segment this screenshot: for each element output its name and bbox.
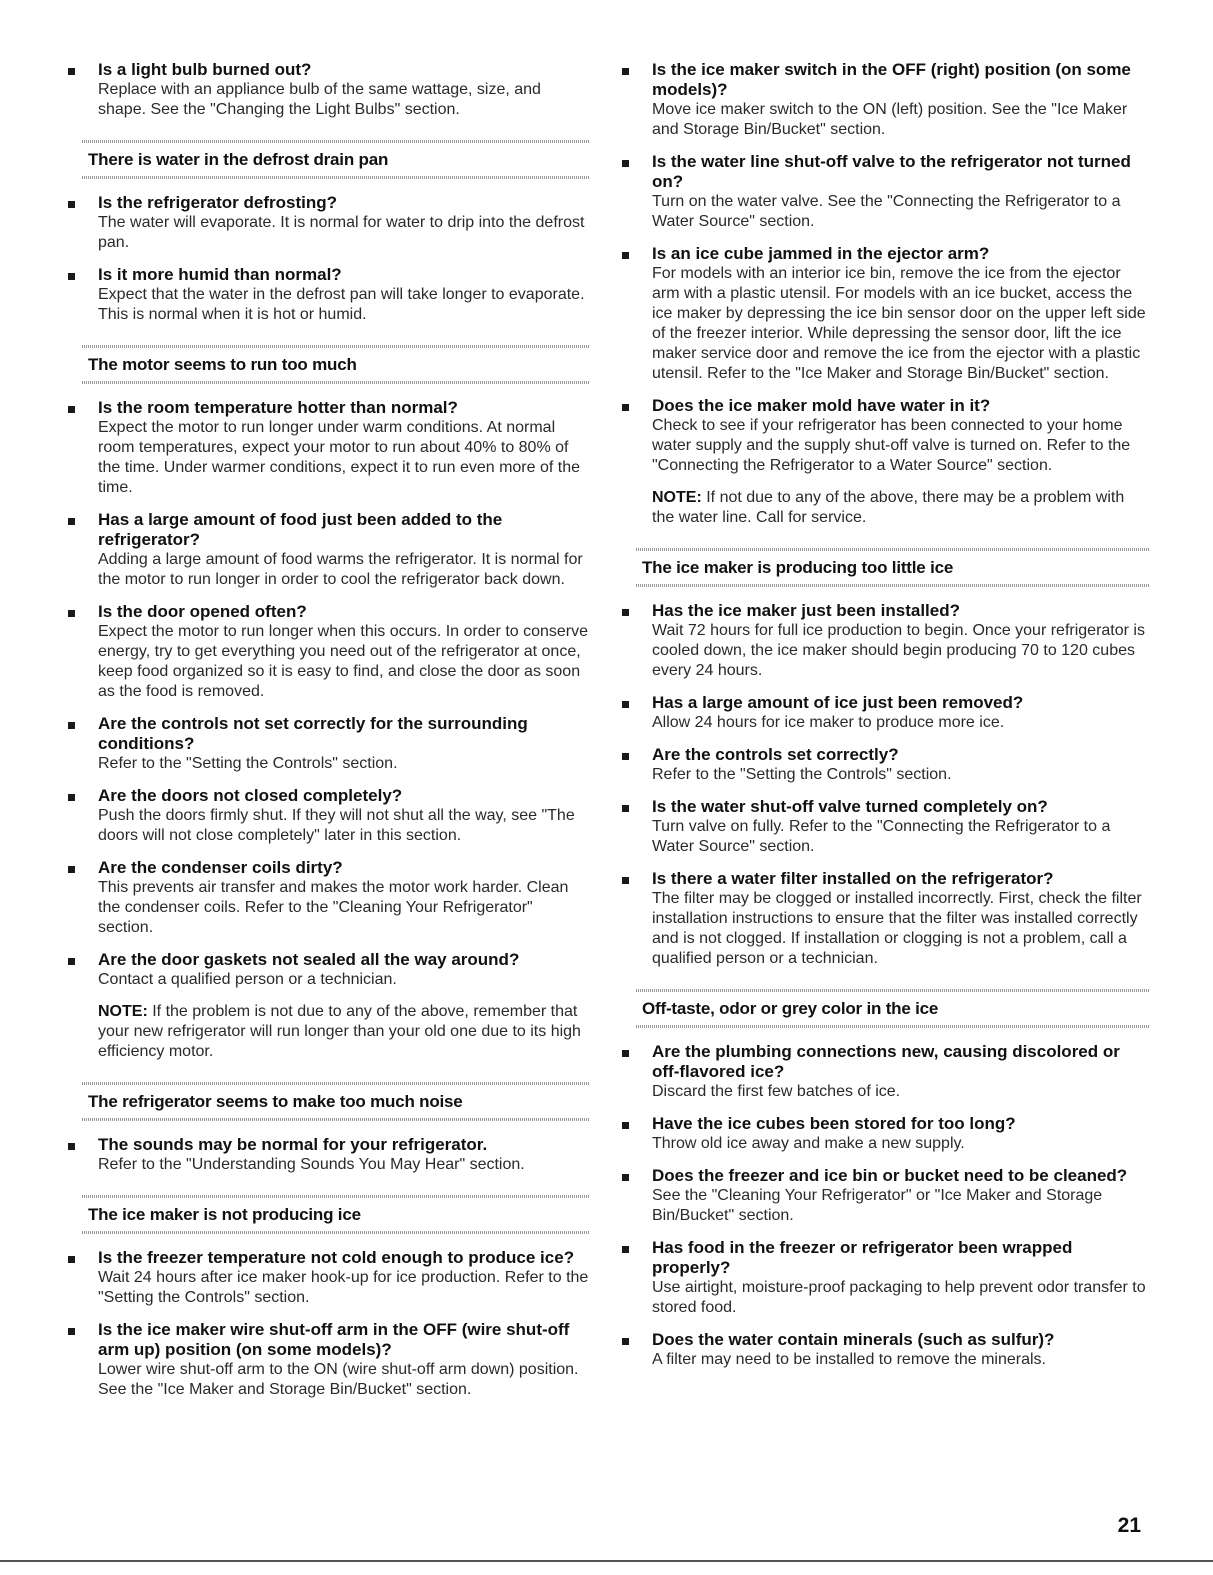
- troubleshooting-item: [66, 60, 590, 120]
- question-heading: Has food in the freezer or refrigerator been wrapped properly?: [652, 1238, 1073, 1277]
- dotted-rule: [82, 176, 590, 179]
- answer-text: Lower wire shut-off arm to the ON (wire shut-off arm down) position. See the "Ice Maker and Storage Bin/Bucket" section.: [98, 1361, 579, 1398]
- square-bullet-icon: [622, 609, 629, 616]
- square-bullet-icon: [68, 1143, 75, 1150]
- square-bullet-icon: [68, 722, 75, 729]
- square-bullet-icon: [622, 753, 629, 760]
- square-bullet-icon: [622, 252, 629, 259]
- question-heading: Is it more humid than normal?: [98, 265, 342, 284]
- question-heading: Has a large amount of food just been added to the refrigerator?: [98, 510, 503, 549]
- question-heading: Are the door gaskets not sealed all the way around?: [98, 950, 520, 969]
- question-heading: Is an ice cube jammed in the ejector arm?: [652, 244, 990, 263]
- answer-text: Push the doors firmly shut. If they will not shut all the way, see "The doors will not close completely" later in this section.: [98, 807, 575, 844]
- answer-text: For models with an interior ice bin, remove the ice from the ejector arm with a plastic utensil. For models with an ice bucket, access the ice maker by depressing the ice bin sensor door on the upper left side of the freezer interior. While depressing the sensor door, lift the ice maker service door and remove the ice from the ejector with a plastic utensil. Refer to the "Ice Maker and Storage Bin/Bucket" section.: [652, 265, 1146, 382]
- answer-text: Allow 24 hours for ice maker to produce more ice.: [652, 714, 1005, 731]
- square-bullet-icon: [622, 1338, 629, 1345]
- section-title: There is water in the defrost drain pan: [88, 150, 389, 169]
- question-heading: Are the controls not set correctly for the surrounding conditions?: [98, 714, 528, 753]
- square-bullet-icon: [68, 610, 75, 617]
- square-bullet-icon: [622, 1122, 629, 1129]
- answer-text: Move ice maker switch to the ON (left) position. See the "Ice Maker and Storage Bin/Bucket" section.: [652, 101, 1128, 138]
- question-heading: Is the water line shut-off valve to the refrigerator not turned on?: [652, 152, 1131, 191]
- question-heading: The sounds may be normal for your refrigerator.: [98, 1135, 488, 1154]
- question-heading: Is a light bulb burned out?: [98, 60, 312, 79]
- section-title: Off-taste, odor or grey color in the ice: [642, 999, 939, 1018]
- troubleshooting-item: [620, 1114, 1150, 1154]
- square-bullet-icon: [622, 68, 629, 75]
- section-title: The ice maker is not producing ice: [88, 1205, 361, 1224]
- troubleshooting-item: [620, 152, 1150, 232]
- square-bullet-icon: [68, 866, 75, 873]
- troubleshooting-item: [66, 786, 590, 846]
- section-header: [66, 1195, 590, 1234]
- answer-text: Throw old ice away and make a new supply.: [652, 1135, 965, 1152]
- answer-text: The filter may be clogged or installed incorrectly. First, check the filter installation instructions to ensure that the filter was installed correctly and is not clogged. If installation or clogging is not a problem, call a qualified person or a technician.: [652, 890, 1142, 967]
- answer-text: Turn valve on fully. Refer to the "Connecting the Refrigerator to a Water Source" section.: [652, 818, 1111, 855]
- square-bullet-icon: [622, 1050, 629, 1057]
- section-header: [620, 548, 1150, 587]
- note-label: NOTE:: [98, 1003, 148, 1020]
- answer-text: Turn on the water valve. See the "Connecting the Refrigerator to a Water Source" section.: [652, 193, 1121, 230]
- troubleshooting-item: [66, 602, 590, 702]
- troubleshooting-item: [66, 398, 590, 498]
- dotted-rule: [82, 1231, 590, 1234]
- square-bullet-icon: [622, 805, 629, 812]
- troubleshooting-item: [620, 244, 1150, 384]
- troubleshooting-item: [620, 1166, 1150, 1226]
- square-bullet-icon: [622, 701, 629, 708]
- troubleshooting-item: [66, 193, 590, 253]
- troubleshooting-item: [66, 950, 590, 990]
- question-heading: Is the door opened often?: [98, 602, 307, 621]
- section-title: The ice maker is producing too little ice: [642, 558, 954, 577]
- page-number: 21: [1117, 1514, 1141, 1537]
- question-heading: Does the ice maker mold have water in it?: [652, 396, 991, 415]
- section-header: [620, 989, 1150, 1028]
- question-heading: Does the freezer and ice bin or bucket need to be cleaned?: [652, 1166, 1128, 1185]
- troubleshooting-item: [620, 745, 1150, 785]
- question-heading: Are the controls set correctly?: [652, 745, 899, 764]
- troubleshooting-item: [66, 510, 590, 590]
- question-heading: Is the room temperature hotter than normal?: [98, 398, 458, 417]
- question-heading: Is the refrigerator defrosting?: [98, 193, 337, 212]
- dotted-rule: [82, 1118, 590, 1121]
- square-bullet-icon: [68, 273, 75, 280]
- question-heading: Are the doors not closed completely?: [98, 786, 403, 805]
- answer-text: Wait 72 hours for full ice production to begin. Once your refrigerator is cooled down, the ice maker should begin producing 70 to 120 cubes every 24 hours.: [652, 622, 1145, 679]
- question-heading: Are the condenser coils dirty?: [98, 858, 343, 877]
- note-text: If not due to any of the above, there may be a problem with the water line. Call for service.: [652, 489, 1125, 526]
- question-heading: Is there a water filter installed on the refrigerator?: [652, 869, 1054, 888]
- answer-text: See the "Cleaning Your Refrigerator" or "Ice Maker and Storage Bin/Bucket" section.: [652, 1187, 1103, 1224]
- section-title: The refrigerator seems to make too much noise: [88, 1092, 463, 1111]
- dotted-rule: [636, 584, 1150, 587]
- answer-text: Check to see if your refrigerator has been connected to your home water supply and the supply shut-off valve is turned on. Refer to the "Connecting the Refrigerator to a Water Source" section.: [652, 417, 1131, 474]
- square-bullet-icon: [68, 68, 75, 75]
- question-heading: Does the water contain minerals (such as sulfur)?: [652, 1330, 1055, 1349]
- right-column: [620, 60, 1150, 1382]
- answer-text: Replace with an appliance bulb of the same wattage, size, and shape. See the "Changing the Light Bulbs" section.: [98, 81, 541, 118]
- answer-text: Expect that the water in the defrost pan will take longer to evaporate. This is normal when it is hot or humid.: [98, 286, 585, 323]
- section-header: [66, 1082, 590, 1121]
- footer-rule: [0, 1560, 1213, 1562]
- question-heading: Is the freezer temperature not cold enough to produce ice?: [98, 1248, 575, 1267]
- troubleshooting-item: [66, 265, 590, 325]
- note-label: NOTE:: [652, 489, 702, 506]
- question-heading: Has the ice maker just been installed?: [652, 601, 961, 620]
- square-bullet-icon: [622, 1246, 629, 1253]
- section-title: The motor seems to run too much: [88, 355, 357, 374]
- left-column: [66, 60, 590, 1412]
- section-header: [66, 345, 590, 384]
- question-heading: Have the ice cubes been stored for too long?: [652, 1114, 1016, 1133]
- troubleshooting-item: [620, 1330, 1150, 1370]
- troubleshooting-item: [66, 1320, 590, 1400]
- answer-text: Discard the first few batches of ice.: [652, 1083, 901, 1100]
- answer-text: Expect the motor to run longer when this occurs. In order to conserve energy, try to get everything you need out of the refrigerator at once, keep food organized so it is easy to find, and close the door as soon as the food is removed.: [98, 623, 589, 700]
- answer-text: Wait 24 hours after ice maker hook-up for ice production. Refer to the "Setting the Controls" section.: [98, 1269, 589, 1306]
- dotted-rule: [636, 1025, 1150, 1028]
- troubleshooting-item: [620, 396, 1150, 476]
- troubleshooting-item: [620, 1238, 1150, 1318]
- troubleshooting-item: [620, 1042, 1150, 1102]
- answer-text: Adding a large amount of food warms the refrigerator. It is normal for the motor to run longer in order to cool the refrigerator back down.: [98, 551, 583, 588]
- answer-text: Refer to the "Understanding Sounds You May Hear" section.: [98, 1156, 525, 1173]
- square-bullet-icon: [622, 1174, 629, 1181]
- question-heading: Is the water shut-off valve turned completely on?: [652, 797, 1048, 816]
- answer-text: A filter may need to be installed to remove the minerals.: [652, 1351, 1046, 1368]
- dotted-rule: [82, 381, 590, 384]
- square-bullet-icon: [622, 877, 629, 884]
- square-bullet-icon: [68, 406, 75, 413]
- square-bullet-icon: [68, 201, 75, 208]
- answer-text: Refer to the "Setting the Controls" section.: [652, 766, 952, 783]
- note-text: If the problem is not due to any of the above, remember that your new refrigerator will run longer than your old one due to its high efficiency motor.: [98, 1003, 581, 1060]
- answer-text: Expect the motor to run longer under warm conditions. At normal room temperatures, expect your motor to run about 40% to 80% of the time. Under warmer conditions, expect it to run even more of the time.: [98, 419, 581, 496]
- answer-text: Refer to the "Setting the Controls" section.: [98, 755, 398, 772]
- question-heading: Has a large amount of ice just been removed?: [652, 693, 1024, 712]
- section-header: [66, 140, 590, 179]
- square-bullet-icon: [68, 1328, 75, 1335]
- note-paragraph: [620, 488, 1150, 528]
- troubleshooting-item: [620, 797, 1150, 857]
- answer-text: The water will evaporate. It is normal for water to drip into the defrost pan.: [98, 214, 585, 251]
- answer-text: Contact a qualified person or a technician.: [98, 971, 397, 988]
- troubleshooting-item: [66, 858, 590, 938]
- question-heading: Is the ice maker switch in the OFF (right) position (on some models)?: [652, 60, 1131, 99]
- square-bullet-icon: [622, 404, 629, 411]
- troubleshooting-item: [66, 1135, 590, 1175]
- square-bullet-icon: [68, 518, 75, 525]
- troubleshooting-item: [66, 714, 590, 774]
- square-bullet-icon: [68, 958, 75, 965]
- note-paragraph: [66, 1002, 590, 1062]
- answer-text: Use airtight, moisture-proof packaging to help prevent odor transfer to stored food.: [652, 1279, 1146, 1316]
- square-bullet-icon: [622, 160, 629, 167]
- square-bullet-icon: [68, 1256, 75, 1263]
- answer-text: This prevents air transfer and makes the motor work harder. Clean the condenser coils. Refer to the "Cleaning Your Refrigerator" section.: [98, 879, 569, 936]
- question-heading: Is the ice maker wire shut-off arm in the OFF (wire shut-off arm up) position (on some models)?: [98, 1320, 570, 1359]
- troubleshooting-item: [620, 869, 1150, 969]
- square-bullet-icon: [68, 794, 75, 801]
- troubleshooting-item: [620, 693, 1150, 733]
- troubleshooting-item: [620, 60, 1150, 140]
- question-heading: Are the plumbing connections new, causing discolored or off-flavored ice?: [652, 1042, 1120, 1081]
- troubleshooting-item: [66, 1248, 590, 1308]
- troubleshooting-item: [620, 601, 1150, 681]
